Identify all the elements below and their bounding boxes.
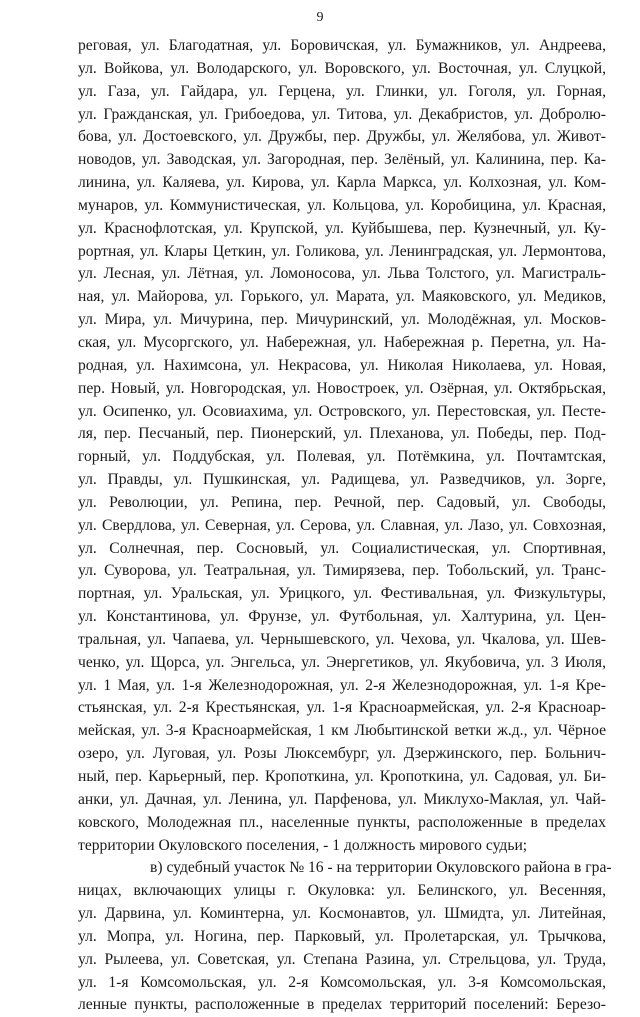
text-line: ул. Рылеева, ул. Советская, ул. Степана Разина, ул. Стрельцова, ул. Труда, [78,950,606,968]
text-line: ул. Гражданская, ул. Грибоедова, ул. Титова, ул. Декабристов, ул. Добролю- [78,105,606,123]
text-line: ул. Осипенко, ул. Осовиахима, ул. Островского, ул. Перестовская, ул. Песте- [78,402,606,420]
text-line: ул. Лесная, ул. Лётная, ул. Ломоносова, ул. Льва Толстого, ул. Магистраль- [78,265,606,283]
text-line: ул. Мира, ул. Мичурина, пер. Мичуринский, ул. Молодёжная, ул. Москов- [78,311,606,329]
text-line: рортная, ул. Клары Цеткин, ул. Голикова, ул. Ленинградская, ул. Лермонтова, [78,242,606,260]
text-line: ул. Дарвина, ул. Коминтерна, ул. Космонавтов, ул. Шмидта, ул. Литейная, [78,905,606,923]
text-line: ул. Правды, ул. Пушкинская, ул. Радищева, ул. Разведчиков, ул. Зорге, [78,471,606,489]
text-line: ченко, ул. Щорса, ул. Энгельса, ул. Энергетиков, ул. Якубовича, ул. 3 Июля, [78,653,606,671]
text-line: пер. Новый, ул. Новгородская, ул. Новостроек, ул. Озёрная, ул. Октябрьская, [78,379,606,397]
text-line: ская, ул. Мусоргского, ул. Набережная, ул. Набережная р. Перетна, ул. На- [78,333,606,351]
text-line: бова, ул. Достоевского, ул. Дружбы, пер. Дружбы, ул. Желябова, ул. Живот- [78,128,606,146]
text-line: ул. 1 Мая, ул. 1-я Железнодорожная, ул. 2-я Железнодорожная, ул. 1-я Кре- [78,676,606,694]
paragraph-start-line: в) судебный участок № 16 - на территории Окуловского района в гра- [150,859,612,877]
text-line: ницах, включающих улицы г. Окуловка: ул. Белинского, ул. Весенняя, [78,882,606,900]
paragraph-end-line: территории Окуловского поселения, - 1 должность мирового судьи; [78,836,528,854]
text-line: ул. Войкова, ул. Володарского, ул. Воровского, ул. Восточная, ул. Слуцкой, [78,59,606,77]
text-line: ул. Суворова, ул. Театральная, ул. Тимирязева, пер. Тобольский, ул. Транс- [78,562,606,580]
page-number: 9 [316,10,324,25]
text-line: ковского, Молодежная пл., населенные пункты, расположенные в пределах [78,813,606,831]
text-line: ный, пер. Карьерный, пер. Кропоткина, ул. Кропоткина, ул. Садовая, ул. Би- [78,768,606,785]
text-line: ул. Краснофлотская, ул. Крупской, ул. Куйбышева, пер. Кузнечный, ул. Ку- [78,219,606,237]
text-line: озеро, ул. Луговая, ул. Розы Люксембург, ул. Дзержинского, пер. Больнич- [78,745,606,763]
text-line: ул. Мопра, ул. Ногина, пер. Парковый, ул. Пролетарская, ул. Трычкова, [78,927,606,945]
text-line: портная, ул. Уральская, ул. Урицкого, ул. Фестивальная, ул. Физкультуры, [78,585,606,603]
text-line: новодов, ул. Заводская, ул. Загородная, пер. Зелёный, ул. Калинина, пер. Ка- [78,151,606,169]
text-line: родная, ул. Нахимсона, ул. Некрасова, ул. Николая Николаева, ул. Новая, [78,356,606,374]
text-line: ленные пункты, расположенные в пределах территорий поселений: Березо- [78,996,606,1014]
text-line: линина, ул. Каляева, ул. Кирова, ул. Карла Маркса, ул. Колхозная, ул. Ком- [78,174,606,192]
text-line: ул. Революции, ул. Репина, пер. Речной, пер. Садовый, ул. Свободы, [78,493,606,511]
text-line: ул. Свердлова, ул. Северная, ул. Серова, ул. Славная, ул. Лазо, ул. Совхозная, [78,516,606,534]
text-line: ля, пер. Песчаный, пер. Пионерский, ул. Плеханова, ул. Победы, пер. Под- [78,425,606,443]
text-line: тральная, ул. Чапаева, ул. Чернышевского, ул. Чехова, ул. Чкалова, ул. Шев- [78,630,606,648]
text-line: стьянская, ул. 2-я Крестьянская, ул. 1-я Красноармейская, ул. 2-я Красноар- [78,699,606,717]
text-line: ул. 1-я Комсомольская, ул. 2-я Комсомольская, ул. 3-я Комсомольская, [78,973,606,991]
text-line: ул. Газа, ул. Гайдара, ул. Герцена, ул. Глинки, ул. Гоголя, ул. Горная, [78,82,606,100]
text-line: реговая, ул. Благодатная, ул. Боровичская, ул. Бумажников, ул. Андреева, [78,37,606,54]
text-line: мейская, ул. 3-я Красноармейская, 1 км Любытинской ветки ж.д., ул. Чёрное [78,722,606,740]
text-line: мунаров, ул. Коммунистическая, ул. Кольцова, ул. Коробицина, ул. Красная, [78,196,606,214]
text-line: ул. Константинова, ул. Фрунзе, ул. Футбольная, ул. Халтурина, ул. Цен- [78,608,606,626]
text-line: горный, ул. Поддубская, ул. Полевая, ул. Потёмкина, ул. Почтамтская, [78,448,606,466]
body-text [78,35,612,1017]
text-line: анки, ул. Дачная, ул. Ленина, ул. Парфенова, ул. Миклухо-Маклая, ул. Чай- [78,790,606,808]
text-line: ная, ул. Майорова, ул. Горького, ул. Марата, ул. Маяковского, ул. Медиков, [78,288,606,306]
text-line: ул. Солнечная, пер. Сосновый, ул. Социалистическая, ул. Спортивная, [78,539,606,557]
